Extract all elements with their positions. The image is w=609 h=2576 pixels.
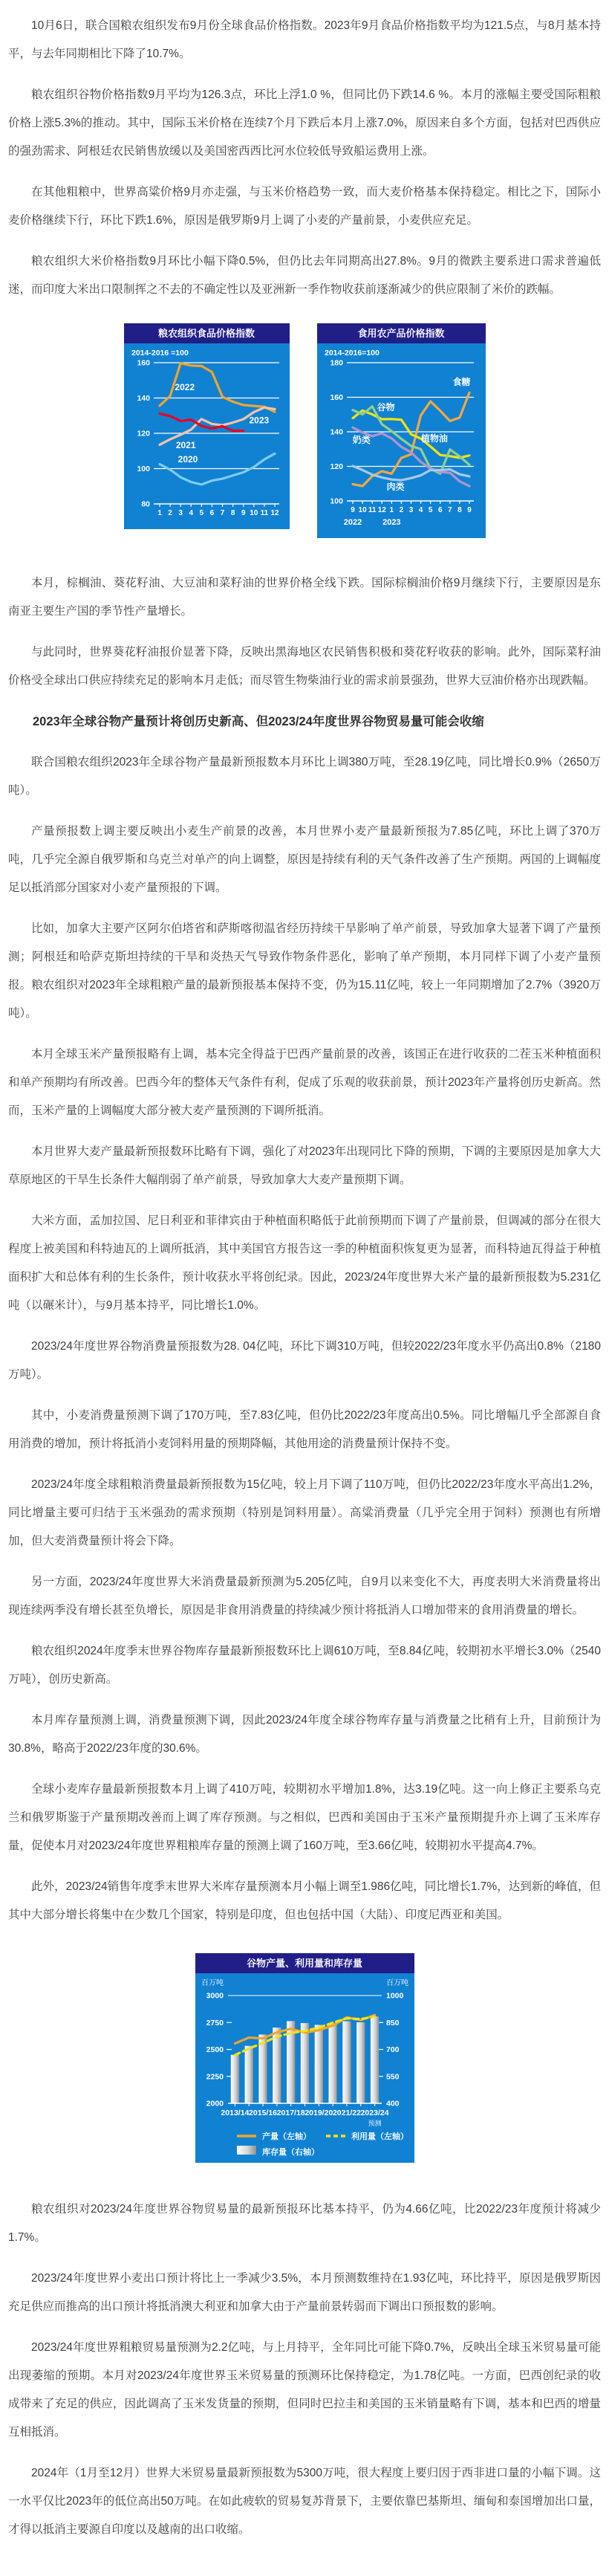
svg-text:3: 3 <box>408 506 413 514</box>
paragraph: 此外，2023/24销售年度季末世界大米库存量预测本月小幅上调至1.986亿吨，同比增长1.7%，达到新的峰值，但其中大部分增长将集中在少数几个国家，特别是印度，但也包括中国（大陆）、印度尼西亚和美国。 <box>8 1880 601 1921</box>
svg-text:100: 100 <box>136 465 150 473</box>
svg-text:160: 160 <box>329 393 343 402</box>
svg-text:2022: 2022 <box>343 518 362 527</box>
svg-text:8: 8 <box>457 506 462 514</box>
fao-food-price-index-canvas <box>124 343 290 529</box>
paragraph: 本月，棕榈油、葵花籽油、大豆油和菜籽油的世界价格全线下跌。国际棕榈油价格9月继续下行，主要原因是东南亚主要生产国的季节性产量增长。 <box>8 577 601 618</box>
food-agri-price-index-chart <box>317 323 486 538</box>
svg-text:1: 1 <box>389 506 394 514</box>
svg-text:肉类: 肉类 <box>386 481 405 492</box>
svg-text:植物油: 植物油 <box>420 433 448 444</box>
paragraph: 粮农组织2024年度季末世界谷物库存量最新预报数环比上调610万吨，至8.84亿吨，较期初水平增长3.0%（2540万吨），创历史新高。 <box>8 1645 601 1686</box>
paragraph: 本月库存量预测上调，消费量预测下调，因此2023/24年度全球谷物库存量与消费量之比稍有上升，目前预计为30.8%，略高于2022/23年度的30.6%。 <box>8 1714 601 1755</box>
svg-text:2014-2016=100: 2014-2016=100 <box>324 349 380 357</box>
svg-text:2: 2 <box>167 509 172 517</box>
food-agri-price-index-canvas <box>317 343 486 538</box>
paragraph: 本月世界大麦产量最新预报数环比略有下调，强化了对2023年出现同比下降的预期，下调的主要原因是加拿大大草原地区的干旱生长条件大幅削弱了单产前景，导致加拿大大麦产量预期下调。 <box>8 1145 601 1186</box>
svg-text:11: 11 <box>260 509 268 517</box>
paragraph: 联合国粮农组织2023年全球谷物产量最新预报数本月环比上调380万吨，至28.19亿吨，同比增长0.9%（2650万吨）。 <box>8 756 601 797</box>
cereal-chart-row <box>8 1953 601 2163</box>
svg-text:利用量（左轴）: 利用量（左轴） <box>351 2132 408 2141</box>
svg-text:库存量（右轴）: 库存量（右轴） <box>261 2148 319 2157</box>
paragraph: 在其他粗粮中，世界高粱价格9月亦走强，与玉米价格趋势一致，而大麦价格基本保持稳定。相比之下，国际小麦价格继续下行，环比下跌1.6%，原因是俄罗斯9月上调了小麦的产量前景，小麦供应充足。 <box>8 186 601 227</box>
svg-text:140: 140 <box>136 394 150 403</box>
svg-text:12: 12 <box>270 509 279 517</box>
paragraph: 另一方面，2023/24年度世界大米消费量最新预测为5.205亿吨，自9月以来变化不大，再度表明大米消费量将出现连续两季没有增长甚至负增长，原因是非食用消费量的持续减少预计将抵消人口增加带来的食用消费量的增长。 <box>8 1576 601 1617</box>
svg-text:2023/24: 2023/24 <box>360 2109 389 2117</box>
svg-text:2023: 2023 <box>382 518 401 527</box>
paragraph: 2023/24年度世界谷物消费量预报数为28. 04亿吨，环比下调310万吨，但较2022/23年度水平仍高出0.8%（2180万吨）。 <box>8 1340 601 1381</box>
svg-text:2750: 2750 <box>206 2018 224 2028</box>
svg-text:2017/18: 2017/18 <box>276 2109 305 2117</box>
svg-text:9: 9 <box>466 506 472 514</box>
svg-text:产量（左轴）: 产量（左轴） <box>261 2132 311 2141</box>
svg-text:11: 11 <box>368 506 376 514</box>
svg-text:2015/16: 2015/16 <box>248 2109 277 2117</box>
svg-text:2: 2 <box>399 506 403 514</box>
paragraph: 2023/24年度世界小麦出口预计将比上一季减少3.5%，本月预测数维持在1.93亿吨，环比持平，原因是俄罗斯因充足供应而推高的出口预计将抵消澳大利亚和加拿大由于产量前景转弱而下调出口预报数的影响。 <box>8 2272 601 2313</box>
paragraph: 全球小麦库存量最新预报数本月上调了410万吨，较期初水平增加1.8%，达3.19亿吨。这一向上修正主要系乌克兰和俄罗斯鉴于产量预期改善而上调了库存预测。与之相似，巴西和美国由于玉米产量预期提升亦上调了玉米库存量，促使本月对2023/24年度世界粗粮库存量的预测上调了160万吨，至3.66亿吨，较期初水平提高4.7%。 <box>8 1783 601 1852</box>
svg-text:7: 7 <box>447 506 452 514</box>
svg-text:80: 80 <box>140 499 150 509</box>
section-heading: 2023年全球谷物产量预计将创历史新高、但2023/24年度世界谷物贸易量可能会收缩 <box>33 715 484 728</box>
chart-title: 粮农组织食品价格指数 <box>124 323 290 343</box>
svg-text:140: 140 <box>329 427 343 437</box>
svg-text:2020: 2020 <box>178 453 198 465</box>
svg-text:2250: 2250 <box>206 2072 224 2082</box>
svg-text:1: 1 <box>157 509 162 517</box>
svg-text:180: 180 <box>329 358 343 368</box>
svg-text:预测: 预测 <box>368 2120 382 2127</box>
svg-text:2021/22: 2021/22 <box>332 2109 361 2117</box>
svg-text:3000: 3000 <box>206 1991 224 2001</box>
svg-text:400: 400 <box>385 2099 400 2109</box>
svg-text:食糖: 食糖 <box>452 377 471 388</box>
chart-title: 谷物产量、利用量和库存量 <box>195 1953 414 1973</box>
svg-text:10: 10 <box>249 509 258 517</box>
paragraph: 粮农组织谷物价格指数9月平均为126.3点，环比上浮1.0 %，但同比仍下跌14.6 %。本月的涨幅主要受国际粗粮价格上涨5.3%的推动。其中，国际玉米价格在连续7个月下跌后本月上涨7.0%，原因来自多个方面，包括对巴西供应的强劲需求、阿根廷农民销售放缓以及美国密西西比河水位较低导致船运费用上涨。 <box>8 88 601 158</box>
svg-text:2500: 2500 <box>206 2045 224 2054</box>
svg-text:4: 4 <box>188 509 193 517</box>
svg-text:2013/14: 2013/14 <box>220 2109 249 2117</box>
chart-title: 食用农产品价格指数 <box>317 323 486 343</box>
svg-text:5: 5 <box>199 509 203 517</box>
paragraph: 2023/24年度世界粗粮贸易量预测为2.2亿吨，与上月持平，全年同比可能下降0.7%，反映出全球玉米贸易量可能出现萎缩的预期。本月对2023/24年度世界玉米贸易量的预测环比保持稳定，为1.78亿吨。一方面，巴西创纪录的收成带来了充足的供应，因此调高了玉米发货量的预期，但同时巴拉圭和美国的玉米销量略有下调，基本和巴西的增量互相抵消。 <box>8 2341 601 2439</box>
svg-text:7: 7 <box>220 509 224 517</box>
svg-text:2014-2016 =100: 2014-2016 =100 <box>131 349 189 357</box>
svg-text:奶类: 奶类 <box>352 435 371 446</box>
svg-text:2022: 2022 <box>174 381 195 392</box>
svg-text:9: 9 <box>350 506 355 514</box>
svg-text:6: 6 <box>209 509 214 517</box>
paragraph: 其中，小麦消费量预测下调了170万吨，至7.83亿吨，但仍比2022/23年度高出0.5%。同比增幅几乎全部源自食用消费的增加，预计将抵消小麦饲料用量的预期降幅，其他用途的消费量预计保持不变。 <box>8 1409 601 1450</box>
svg-text:700: 700 <box>385 2045 400 2054</box>
svg-text:4: 4 <box>418 506 423 514</box>
fao-food-price-index-chart <box>124 323 290 529</box>
food_agri_price_index-svg <box>317 343 486 538</box>
svg-text:120: 120 <box>329 462 343 471</box>
svg-text:2023: 2023 <box>248 415 269 426</box>
paragraph: 产量预报数上调主要反映出小麦生产前景的改善，本月世界小麦产量最新预报为7.85亿吨，环比上调了370万吨，几乎完全源自俄罗斯和乌克兰对单产的向上调整，原因是持续有利的天气条件改善了生产预期。两国的上调幅度足以抵消部分国家对小麦产量预报的下调。 <box>8 825 601 894</box>
svg-text:百万吨: 百万吨 <box>385 1979 408 1987</box>
paragraph: 与此同时，世界葵花籽油报价显著下降，反映出黑海地区农民销售积极和葵花籽收获的影响。此外，国际菜籽油价格受全球出口供应持续充足的影响本月走低；而尽管生物柴油行业的需求前景强劲，世界大豆油价格亦出现跌幅。 <box>8 646 601 687</box>
svg-text:120: 120 <box>136 429 150 438</box>
svg-text:3: 3 <box>178 509 183 517</box>
fao_food_price_index-svg <box>124 343 290 529</box>
paragraph: 粮农组织对2023/24年度世界谷物贸易量的最新预报环比基本持平，仍为4.66亿吨，比2022/23年度预计将减少1.7%。 <box>8 2203 601 2244</box>
cereal_production_utilization_stocks-svg <box>195 1973 414 2163</box>
svg-text:160: 160 <box>136 358 150 368</box>
paragraph: 粮农组织大米价格指数9月环比小幅下降0.5%，但仍比去年同期高出27.8%。9月的微跌主要系进口需求普遍低迷，而印度大米出口限制挥之不去的不确定性以及亚洲新一季作物收获前逐渐减少的供应限制了米价的跌幅。 <box>8 255 601 296</box>
price-index-charts-row <box>8 323 601 538</box>
svg-text:百万吨: 百万吨 <box>201 1979 224 1987</box>
paragraph: 2023/24年度全球粗粮消费量最新预报数为15亿吨，较上月下调了110万吨，但仍比2022/23年度水平高出1.2%，同比增量主要可归结于玉米强劲的需求预期（特别是饲料用量）。高粱消费量（几乎完全用于饲料）预测也有所增加，但大麦消费量预计将会下降。 <box>8 1478 601 1547</box>
paragraph: 2024年（1月至12月）世界大米贸易量最新预报数为5300万吨，很大程度上要归因于西非进口量的小幅下调。这一水平仅比2023年的低位高出50万吨。在如此疲软的贸易复苏背景下，主要依靠巴基斯坦、缅甸和泰国增加出口量，才得以抵消主要源自印度以及越南的出口收缩。 <box>8 2467 601 2536</box>
svg-text:550: 550 <box>385 2072 400 2082</box>
svg-text:12: 12 <box>377 506 386 514</box>
paragraph: 本月全球玉米产量预报略有上调，基本完全得益于巴西产量前景的改善，该国正在进行收获的二茬玉米种植面积和单产预期均有所改善。巴西今年的整体天气条件有利，促成了乐观的收获前景，预计2023年产量将创历史新高。然而，玉米产量的上调幅度大部分被大麦产量预测的下调所抵消。 <box>8 1048 601 1117</box>
svg-text:8: 8 <box>230 509 235 517</box>
svg-text:9: 9 <box>241 509 246 517</box>
paragraph: 10月6日，联合国粮农组织发布9月份全球食品价格指数。2023年9月食品价格指数平均为121.5点，与8月基本持平，与去年同期相比下降了10.7%。 <box>8 19 601 60</box>
svg-text:6: 6 <box>437 506 443 514</box>
cereal-production-utilization-stocks-chart <box>195 1953 414 2163</box>
cereal-production-utilization-stocks-canvas <box>195 1973 414 2163</box>
svg-text:2019/20: 2019/20 <box>304 2109 333 2117</box>
svg-text:10: 10 <box>358 506 367 514</box>
svg-text:2021: 2021 <box>175 440 196 451</box>
svg-text:100: 100 <box>329 496 343 506</box>
svg-text:2000: 2000 <box>206 2099 224 2109</box>
svg-text:850: 850 <box>385 2018 400 2028</box>
svg-text:1000: 1000 <box>385 1991 403 2001</box>
svg-text:谷物: 谷物 <box>376 401 394 412</box>
paragraph: 比如，加拿大主要产区阿尔伯塔省和萨斯喀彻温省经历持续干旱影响了单产前景，导致加拿大显著下调了产量预测；阿根廷和哈萨克斯坦持续的干旱和炎热天气导致作物条件恶化，影响了单产预期，本月同样下调了小麦产量预报。粮农组织对2023年全球粗粮产量的最新预报基本保持不变，仍为15.11亿吨，较上一年同期增加了2.7%（3920万吨）。 <box>8 922 601 1020</box>
paragraph: 大米方面，孟加拉国、尼日利亚和菲律宾由于种植面积略低于此前预期而下调了产量前景，但调减的部分在很大程度上被美国和科特迪瓦的上调所抵消，其中美国官方报告这一季的种植面积恢复更为显著，而科特迪瓦得益于种植面积扩大和总体有利的生长条件，预计收获水平将创纪录。因此，2023/24年度世界大米产量的最新预报数为5.231亿吨（以碾米计），与9月基本持平，同比增长1.0%。 <box>8 1214 601 1312</box>
svg-text:5: 5 <box>428 506 432 514</box>
